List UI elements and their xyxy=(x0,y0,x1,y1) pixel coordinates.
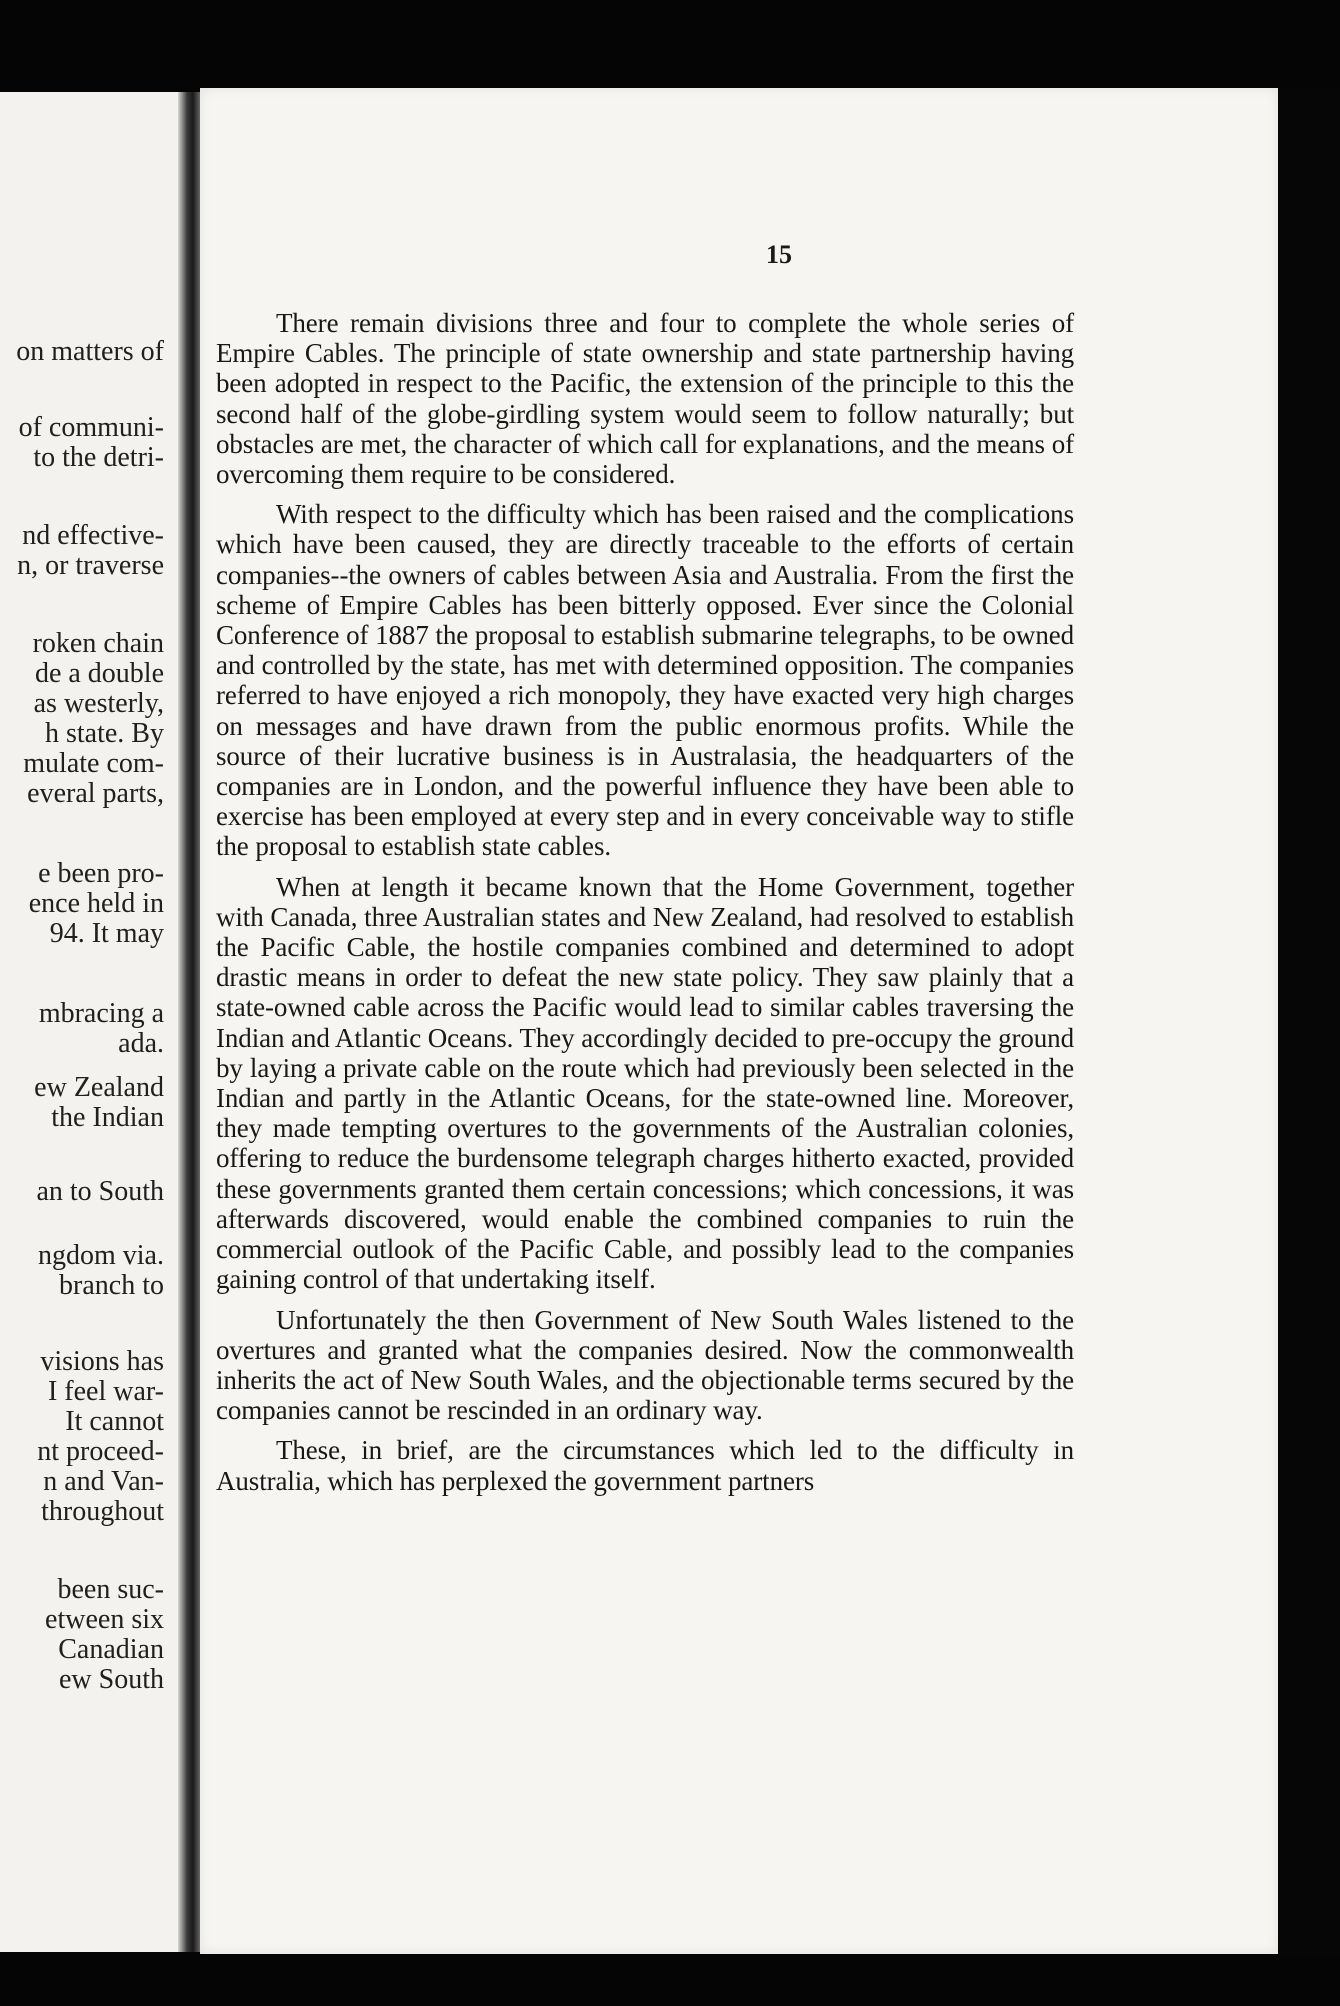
paragraph: There remain divisions three and four to complete the whole series of Empire Cables. The principle of state ownership and state partnership having been adopted in respect to the Pacific, the extension of the principle to this the second half of the globe-girdling system would seem to follow naturally; but obstacles are met, the character of which call for explanations, and the means of overcoming them require to be considered. xyxy=(216,308,1074,490)
left-text-fragment: Canadian xyxy=(58,1634,164,1665)
left-text-fragment: ew Zealand xyxy=(34,1072,164,1103)
left-text-fragment: been suc- xyxy=(57,1574,164,1605)
scan-right-edge xyxy=(1278,88,1340,1954)
left-text-fragment: mulate com- xyxy=(23,748,164,779)
left-text-fragment: e been pro- xyxy=(38,858,164,889)
left-text-fragment: nt proceed- xyxy=(37,1436,164,1467)
left-text-fragment: 94. It may xyxy=(49,918,164,949)
paragraph: Unfortunately the then Government of New South Wales listened to the overtures and granted what the companies desired. Now the commonwealth inherits the act of New South Wales, and the objectionable terms secured by the companies cannot be rescinded in an ordinary way. xyxy=(216,1304,1074,1426)
left-text-fragment: an to South xyxy=(36,1176,164,1207)
left-text-fragment: h state. By xyxy=(45,718,164,749)
left-text-fragment: I feel war- xyxy=(47,1376,164,1407)
left-text-fragment: of communi- xyxy=(18,412,164,443)
left-text-fragment: nd effective- xyxy=(22,520,164,551)
previous-page-fragment xyxy=(0,92,190,1952)
page-body xyxy=(216,308,1074,1506)
left-text-fragment: roken chain xyxy=(32,628,164,659)
left-text-fragment: everal parts, xyxy=(27,778,164,809)
left-text-fragment: the Indian xyxy=(51,1102,164,1133)
page-number: 15 xyxy=(766,240,792,269)
left-text-fragment: It cannot xyxy=(65,1406,164,1437)
left-text-fragment: mbracing a xyxy=(38,998,164,1029)
book-page xyxy=(200,88,1278,1954)
paragraph: With respect to the difficulty which has been raised and the complications which have been caused, they are directly traceable to the efforts of certain companies--the owners of cables between Asia and Australia. From the first the scheme of Empire Cables has been bitterly opposed. Ever since the Colonial Conference of 1887 the proposal to establish submarine telegraphs, to be owned and controlled by the state, has met with determined opposition. The companies referred to have enjoyed a rich monopoly, they have exacted very high charges on messages and have drawn from the public enormous profits. While the source of their lucrative business is in Australasia, the headquarters of the companies are in London, and the powerful influence they have been able to exercise has been employed at every step and in every conceivable way to stifle the proposal to establish state cables. xyxy=(216,499,1074,862)
left-text-fragment: n, or traverse xyxy=(17,550,164,581)
left-text-fragment: ngdom via. xyxy=(38,1240,164,1271)
left-text-fragment: ew South xyxy=(59,1664,164,1695)
left-text-fragment: de a double xyxy=(34,658,164,689)
left-text-fragment: branch to xyxy=(59,1270,164,1301)
left-text-fragment: n and Van- xyxy=(43,1466,164,1497)
left-text-fragment: on matters of xyxy=(16,336,164,367)
left-text-fragment: as westerly, xyxy=(33,688,164,719)
left-text-fragment: visions has xyxy=(40,1346,164,1377)
left-text-fragment: ence held in xyxy=(28,888,164,919)
left-text-fragment: to the detri- xyxy=(33,442,164,473)
left-text-fragment: ada. xyxy=(118,1028,164,1059)
paragraph: When at length it became known that the Home Government, together with Canada, three Australian states and New Zealand, had resolved to establish the Pacific Cable, the hostile companies combined and determined to adopt drastic means in order to defeat the new state policy. They saw plainly that a state-owned cable across the Pacific would lead to similar cables traversing the Indian and Atlantic Oceans. They accordingly decided to pre-occupy the ground by laying a private cable on the route which had previously been selected in the Indian and partly in the Atlantic Oceans, for the state-owned line. Moreover, they made tempting overtures to the governments of the Australian colonies, offering to reduce the burdensome telegraph charges hitherto exacted, provided these governments granted them certain concessions; which concessions, it was afterwards discovered, would enable the combined companies to ruin the commercial outlook of the Pacific Cable, and possibly lead to the companies gaining control of that undertaking itself. xyxy=(216,871,1074,1295)
paragraph: These, in brief, are the circumstances which led to the difficulty in Australia, which has perplexed the government partners xyxy=(216,1435,1074,1496)
left-text-fragment: etween six xyxy=(45,1604,164,1635)
left-text-fragment: throughout xyxy=(41,1496,164,1527)
